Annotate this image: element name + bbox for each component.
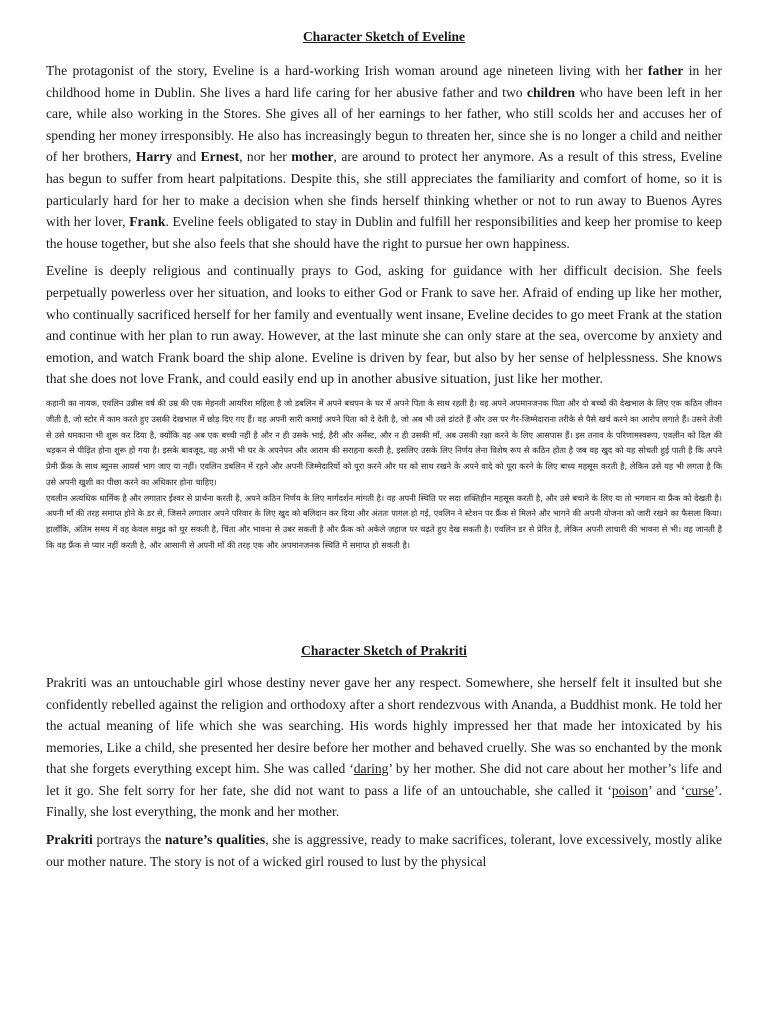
eveline-heading: Character Sketch of Eveline — [302, 29, 466, 44]
bold-term: nature’s qualities — [164, 832, 266, 848]
eveline-paragraph-2: Eveline is deeply religious and continually prays to God, asking for guidance with her difficult decision. She feels perpetually powerless over her situation, and looks to either God or Frank to save her. Afraid of ending up like her mother, who continually sacrificed herself for her family and eventually went insane, Eveline decides to go meet Frank at the station and continue with her plan to run away. However, at the last minute she can only stare at the sea, overcome by anxiety and emotion, and watch Frank board the ship alone. Eveline is driven by fear, but also by her sense of helplessness. She knows that she does not love Frank, and could easily end up in another abusive situation, just like her mother. — [46, 263, 722, 387]
underlined-term: curse — [685, 782, 715, 798]
bold-term: Prakriti — [46, 832, 93, 848]
hindi-paragraph-1: कहानी का नायक, एवलिन उन्नीस वर्ष की उम्र की एक मेहनती आयरिश महिला है जो डबलिन में अपने बचपन के घर में अपने पिता के साथ रहती है। वह अपने अपमानजनक पिता और दो बच्चों की देखभाल के लिए एक कठिन जीवन जीती है, जो स्टोर में काम करते हुए उसकी देखभाल में छोड़ दिए गए हैं। वह अपनी सारी कमाई अपने पिता को दे देती है, जो अब भी उसे डांटते हैं और उस पर गैर-जिम्मेदाराना तरीके से पैसे खर्च करने का आरोप लगाते हैं। उसने तेजी से उसे धमकाना भी शुरू कर दिया है, क्योंकि वह अब एक बच्ची नहीं है और न ही उसके भाई, हैरी और अर्नेस्ट, और न ही उसकी माँ, अब उसकी रक्षा करने के लिए आसपास हैं। इस तनाव के परिणामस्वरूप, एवलीन को दिल की धड़कन से पीड़ित होना शुरू हो गया है। इसके बावजूद, वह अभी भी घर के अपनेपन और आराम की सराहना करती है, इसलिए उसके लिए निर्णय लेना विशेष रूप से कठिन होता है जब वह खुद को यह सोचती हुई पाती है कि अपने प्रेमी फ्रैंक के साथ ब्यूनस आयर्स भाग जाए या नहीं। एवलिन डबलिन में रहने और अपनी जिम्मेदारियों को पूरा करने और घर को साथ रखने के अपने वादे को पूरा करने के लिए बाध्य महसूस करती है, लेकिन उसे यह भी लगता है कि उसे अपनी खुशी का पीछा करने का अधिकार होना चाहिए। — [46, 397, 722, 487]
bold-term: Frank — [129, 214, 166, 230]
hindi-translation — [46, 396, 722, 640]
bold-term: Ernest — [200, 149, 240, 165]
bold-term: Harry — [135, 149, 173, 165]
bold-term: father — [647, 63, 684, 78]
underlined-term: daring — [353, 761, 389, 777]
underlined-term: poison — [611, 782, 649, 798]
bold-term: children — [526, 84, 576, 100]
prakriti-paragraph-1: Prakriti was an untouchable girl whose destiny never gave her any respect. Somewhere, she herself felt it insulted but she confidently rebelled against the religion and orthodoxy after a short rendezvous with Ananda, a Buddhist monk. He told her the actual meaning of life which she was searching. His words highly impressed her that made her intoxicated by his memories, Like a child, she presented her desire before her mother and behaved cruelly. She was so enchanted by the monk that she forgets everything except him. She was called ‘daring’ by her mother. She did not care about her mother’s life and let it go. She felt sorry for her fate, she did not want to pass a life of an untouchable, she called it ‘poison’ and ‘curse’. Finally, she lost everything, the monk and her mother. — [46, 674, 723, 820]
prakriti-heading: Character Sketch of Prakriti — [301, 642, 467, 658]
prakriti-paragraph-2: Prakriti portrays the nature’s qualities, she is aggressive, ready to make sacrifices, tolerant, love excessively, mostly alike our mother nature. The story is not of a wicked girl roused to lust by the physical — [46, 832, 722, 869]
eveline-paragraph-1: The protagonist of the story, Eveline is a hard-working Irish woman around age nineteen living with her father in her childhood home in Dublin. She lives a hard life caring for her abusive father and two children who have been left in her care, while also working in the Stores. She gives all of her earnings to her father, who still scolds her and accuses her of spending her money irresponsibly. He also has increasingly begun to threaten her, since she is no longer a child and neither of her brothers, Harry and Ernest, nor her mother, are around to protect her anymore. As a result of this stress, Eveline has begun to suffer from heart palpitations. Despite this, she still appreciates the familiarity and comfort of home, so it is particularly hard for her to make a decision when she finds herself thinking whether or not to run away to Buenos Ayres with her lover, Frank. Eveline feels obligated to stay in Dublin and fulfill her responsibilities and keep her promise to keep the house together, but she also feels that she should have the right to pursue her own happiness. — [46, 63, 722, 251]
hindi-paragraph-2: एवलीन अत्यधिक धार्मिक है और लगातार ईश्वर से प्रार्थना करती है, अपने कठिन निर्णय के लिए मार्गदर्शन मांगती है। वह अपनी स्थिति पर सदा शक्तिहीन महसूस करती है, और उसे बचाने के लिए या तो भगवान या फ्रैंक को देखती है। अपनी माँ की तरह समाप्त होने के डर से, जिसने लगातार अपने परिवार के लिए खुद को बलिदान कर दिया और अंततः पागल हो गई, एवलिन ने स्टेशन पर फ्रैंक से मिलने और भागने की अपनी योजना को जारी रखने का फैसला किया। हालाँकि, अंतिम समय में वह केवल समुद्र को घूर सकती है, चिंता और भावना से उबर सकती है और फ्रैंक को अकेले जहाज पर चढ़ते हुए देख सकती है। एवलिन डर से प्रेरित है, लेकिन अपनी लाचारी की भावना से भी। वह जानती है कि वह फ्रैंक से प्यार नहीं करती है, और आसानी से अपनी माँ की तरह एक और अपमानजनक स्थिति में समाप्त हो सकती है। — [46, 492, 722, 551]
bold-term: mother — [291, 149, 334, 165]
